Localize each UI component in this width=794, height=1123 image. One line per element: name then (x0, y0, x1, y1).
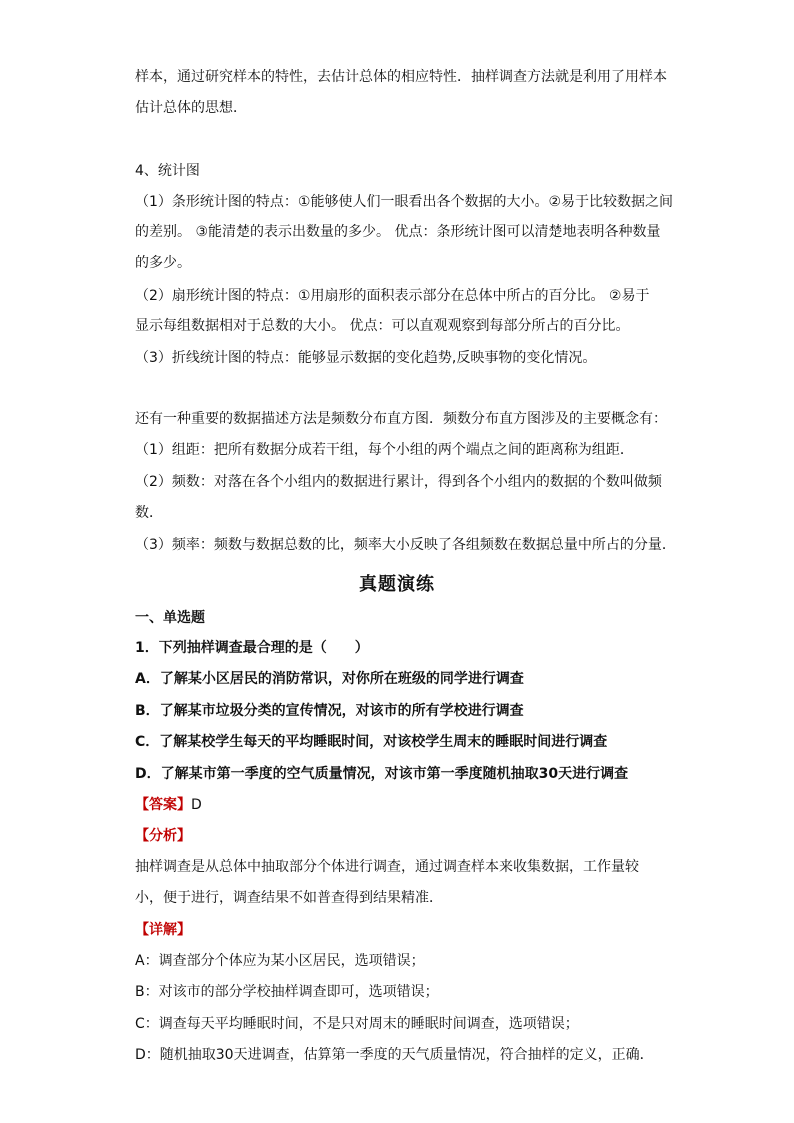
question-section-heading: 一、单选题 (135, 610, 205, 626)
answer-label: 【答案】 (135, 797, 191, 813)
answer-row (135, 795, 202, 815)
detail-d: D：随机抽取30天进调查，估算第一季度的天气质量情况，符合抽样的定义，正确． (135, 1047, 654, 1063)
option-b: B．了解某市垃圾分类的宣传情况，对该市的所有学校进行调查 (135, 703, 524, 719)
detail-b: B：对该市的部分学校抽样调查即可，选项错误； (135, 984, 439, 1000)
line-chart-line: （3）折线统计图的特点：能够显示数据的变化趋势,反映事物的变化情况。 (135, 350, 597, 366)
bar-chart-line-2: 的差别。 ③能清楚的表示出数量的多少。 优点：条形统计图可以清楚地表明各种数量 (135, 224, 661, 240)
question-stem: 1．下列抽样调查最合理的是（ ） (135, 640, 369, 656)
analysis-heading (135, 826, 191, 846)
practice-title: 真题演练 (359, 574, 435, 595)
histogram-concept-2b: 数． (135, 505, 163, 521)
detail-c: C：调查每天平均睡眠时间，不是只对周末的睡眠时间调查，选项错误； (135, 1016, 579, 1032)
intro-line-2: 估计总体的思想． (135, 100, 247, 116)
histogram-concept-2a: （2）频数：对落在各个小组内的数据进行累计，得到各个小组内的数据的个数叫做频 (135, 474, 662, 490)
bar-chart-line-1: （1）条形统计图的特点：①能够使人们一眼看出各个数据的大小。②易于比较数据之间 (135, 194, 674, 210)
analysis-line-1: 抽样调查是从总体中抽取部分个体进行调查，通过调查样本来收集数据，工作量较 (135, 859, 639, 875)
section-heading: 4、统计图 (135, 163, 200, 179)
pie-chart-line-2: 显示每组数据相对于总数的大小。 优点：可以直观观察到每部分所占的百分比。 (135, 318, 630, 334)
pie-chart-line-1: （2）扇形统计图的特点：①用扇形的面积表示部分在总体中所占的百分比。 ②易于 (135, 288, 650, 304)
bar-chart-line-3: 的多少。 (135, 255, 191, 271)
detail-a: A：调查部分个体应为某小区居民，选项错误； (135, 953, 425, 969)
intro-line-1: 样本，通过研究样本的特性，去估计总体的相应特性．抽样调查方法就是利用了用样本 (135, 69, 667, 85)
detail-label: 【详解】 (135, 922, 191, 938)
histogram-concept-1: （1）组距：把所有数据分成若干组，每个小组的两个端点之间的距离称为组距． (135, 442, 634, 458)
analysis-label: 【分析】 (135, 828, 191, 844)
analysis-line-2: 小，便于进行，调查结果不如普查得到结果精准． (135, 890, 443, 906)
option-a: A．了解某小区居民的消防常识，对你所在班级的同学进行调查 (135, 671, 524, 687)
answer-value: D (191, 797, 202, 813)
histogram-intro: 还有一种重要的数据描述方法是频数分布直方图．频数分布直方图涉及的主要概念有： (135, 411, 667, 427)
option-c: C．了解某校学生每天的平均睡眠时间，对该校学生周末的睡眠时间进行调查 (135, 734, 608, 750)
detail-heading (135, 920, 191, 940)
histogram-concept-3: （3）频率：频数与数据总数的比，频率大小反映了各组频数在数据总量中所占的分量． (135, 537, 676, 553)
option-d: D．了解某市第一季度的空气质量情况，对该市第一季度随机抽取30天进行调查 (135, 766, 629, 782)
